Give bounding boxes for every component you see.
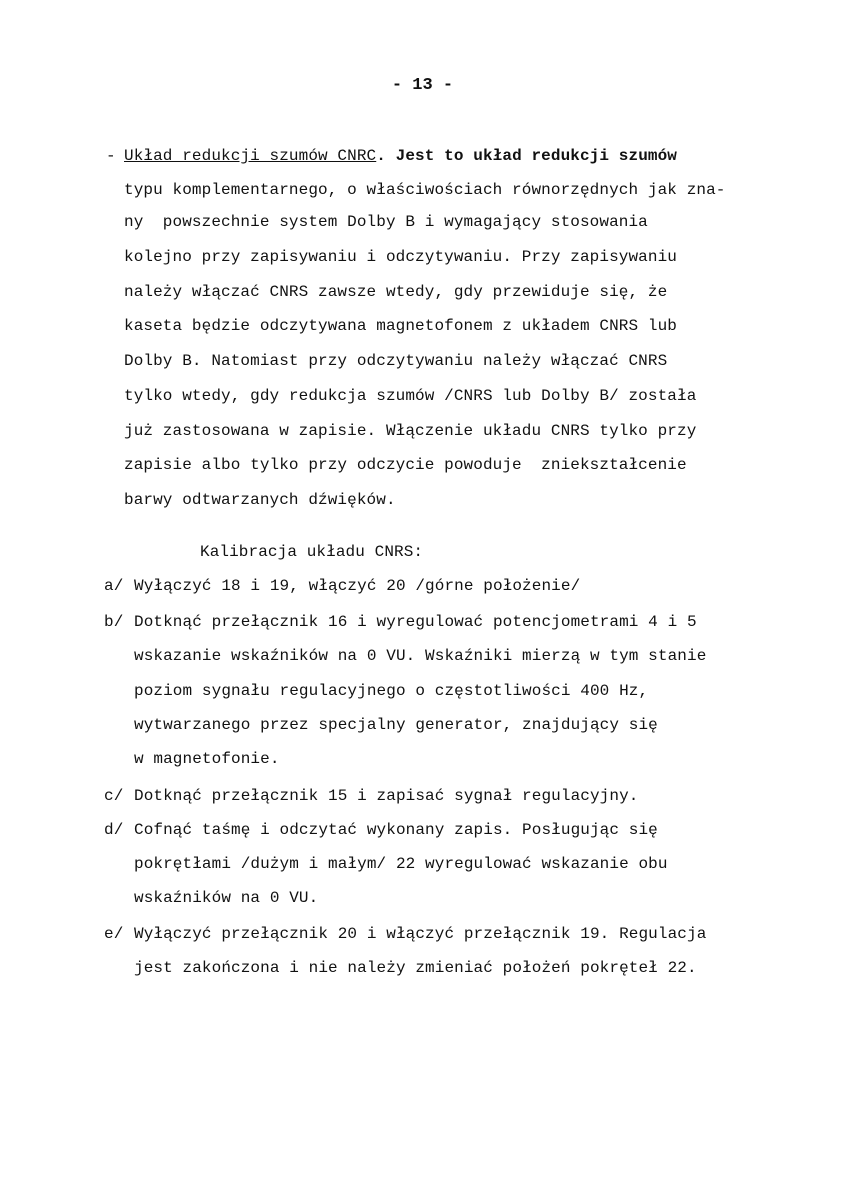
list-marker: d/ — [104, 821, 124, 839]
paragraph-line: Dolby B. Natomiast przy odczytywaniu należy włączać CNRS — [124, 352, 668, 370]
section-first-line — [124, 146, 677, 166]
paragraph-line: kolejno przy zapisywaniu i odczytywaniu. Przy zapisywaniu — [124, 248, 677, 266]
page-number: - 13 - — [391, 76, 454, 95]
list-item-line: w magnetofonie. — [134, 750, 280, 768]
list-item-line: Wyłączyć przełącznik 20 i włączyć przełącznik 19. Regulacja — [134, 925, 707, 943]
list-marker: a/ — [104, 577, 124, 595]
paragraph-line: kaseta będzie odczytywana magnetofonem z układem CNRS lub — [124, 317, 677, 335]
list-item-line: wytwarzanego przez specjalny generator, znajdujący się — [134, 716, 658, 734]
paragraph-line: typu komplementarnego, o właściwościach równorzędnych jak zna- — [124, 181, 726, 199]
list-item-line: jest zakończona i nie należy zmieniać położeń pokręteł 22. — [134, 959, 697, 977]
paragraph-line: barwy odtwarzanych dźwięków. — [124, 491, 396, 509]
list-item-line: wskaźników na 0 VU. — [134, 889, 319, 907]
paragraph-line: tylko wtedy, gdy redukcja szumów /CNRS lub Dolby B/ została — [124, 387, 697, 405]
paragraph-line: należy włączać CNRS zawsze wtedy, gdy przewiduje się, że — [124, 283, 668, 301]
calibration-title: Kalibracja układu CNRS: — [200, 543, 424, 561]
list-marker: e/ — [104, 925, 124, 943]
paragraph-line: zapisie albo tylko przy odczycie powoduje zniekształcenie — [124, 456, 687, 474]
list-marker: b/ — [104, 613, 124, 631]
list-item-line: Cofnąć taśmę i odczytać wykonany zapis. Posługując się — [134, 821, 658, 839]
list-item-line: Wyłączyć 18 i 19, włączyć 20 /górne położenie/ — [134, 577, 581, 595]
paragraph-line: ny powszechnie system Dolby B i wymagający stosowania — [124, 213, 648, 231]
list-item-line: wskazanie wskaźników na 0 VU. Wskaźniki mierzą w tym stanie — [134, 647, 707, 665]
list-marker: c/ — [104, 787, 124, 805]
list-item-line: poziom sygnału regulacyjnego o częstotliwości 400 Hz, — [134, 682, 649, 700]
section-heading: Układ redukcji szumów CNRC — [124, 147, 377, 165]
section-dash: - — [106, 147, 116, 165]
paragraph-line: . Jest to układ redukcji szumów — [376, 147, 677, 165]
list-item-line: pokrętłami /dużym i małym/ 22 wyregulować wskazanie obu — [134, 855, 668, 873]
paragraph-line: już zastosowana w zapisie. Włączenie układu CNRS tylko przy — [124, 422, 697, 440]
list-item-line: Dotknąć przełącznik 16 i wyregulować potencjometrami 4 i 5 — [134, 613, 697, 631]
list-item-line: Dotknąć przełącznik 15 i zapisać sygnał regulacyjny. — [134, 787, 639, 805]
